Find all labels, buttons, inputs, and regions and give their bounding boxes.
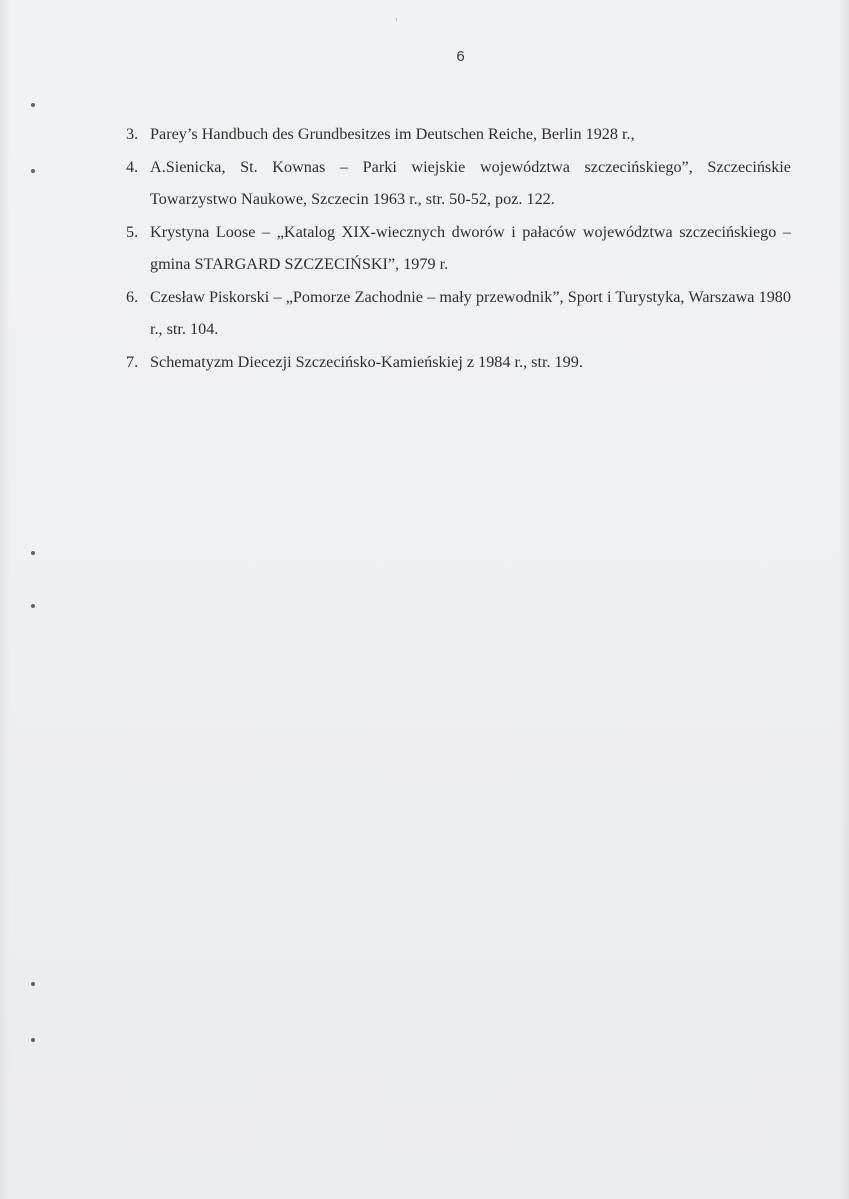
- reference-number: 7.: [126, 353, 139, 371]
- reference-text: Schematyzm Diecezji Szczecińsko-Kamieńskiej z 1984 r., str. 199.: [150, 353, 583, 371]
- punch-hole-mark: [31, 1038, 35, 1042]
- reference-text: Parey’s Handbuch des Grundbesitzes im Deutschen Reiche, Berlin 1928 r.,: [150, 125, 635, 143]
- punch-hole-mark: [31, 103, 35, 107]
- reference-number: 6.: [126, 288, 139, 306]
- reference-list: [126, 118, 791, 379]
- reference-item: [126, 346, 791, 378]
- scan-mark: [396, 18, 397, 21]
- reference-number: 3.: [126, 125, 139, 143]
- reference-item: [126, 216, 791, 280]
- punch-hole-mark: [31, 604, 35, 608]
- reference-item: [126, 118, 791, 150]
- punch-hole-mark: [31, 982, 35, 986]
- page-number: 6: [456, 48, 465, 65]
- reference-item: [126, 151, 791, 215]
- reference-number: 5.: [126, 223, 139, 241]
- reference-text: Czesław Piskorski – „Pomorze Zachodnie – mały przewodnik”, Sport i Turystyka, Warszawa 1980 r., str. 104.: [150, 288, 791, 338]
- reference-number: 4.: [126, 158, 139, 176]
- punch-hole-mark: [31, 551, 35, 555]
- reference-item: [126, 281, 791, 345]
- punch-hole-mark: [31, 169, 35, 173]
- reference-text: Krystyna Loose – „Katalog XIX-wiecznych dworów i pałaców województwa szczecińskiego – gmina STARGARD SZCZECIŃSKI”, 1979 r.: [150, 223, 791, 273]
- reference-text: A.Sienicka, St. Kownas – Parki wiejskie województwa szczecińskiego”, Szczecińskie Towarzystwo Naukowe, Szczecin 1963 r., str. 50-52, poz. 122.: [150, 158, 791, 208]
